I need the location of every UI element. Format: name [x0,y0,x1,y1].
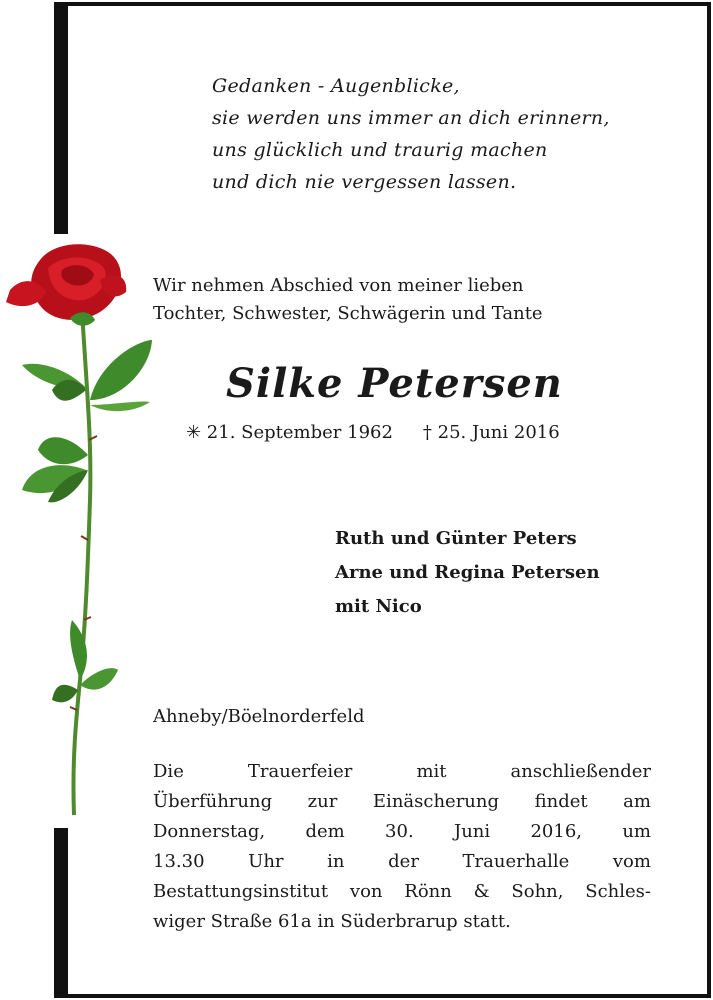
notice-word: mit [416,761,447,782]
notice-word: um [622,821,651,842]
notice-word: 13.30 [153,851,205,872]
birth-date: ✳ 21. September 1962 [186,422,393,443]
notice-line [153,787,651,817]
notice-word: 30. [385,821,414,842]
poem-line: Gedanken - Augenblicke, [212,75,460,97]
intro-line: Wir nehmen Abschied von meiner lieben [153,275,524,296]
notice-word: von [349,881,383,902]
frame-left-bar-top [54,2,68,234]
notice-word: Die [153,761,184,782]
notice-word: Trauerhalle [462,851,570,872]
notice-word: in [327,851,345,872]
notice-word: Sohn, [511,881,564,902]
notice-word: Uhr [248,851,284,872]
notice-word: & [473,881,490,902]
notice-word: Donnerstag, [153,821,266,842]
notice-word: dem [305,821,345,842]
notice-word: der [388,851,419,872]
notice-line [153,877,651,907]
deceased-name: Silke Petersen [226,360,563,407]
mourners [335,522,600,624]
notice-word: anschließender [510,761,651,782]
poem-line: und dich nie vergessen lassen. [212,171,517,193]
notice-word: Rönn [404,881,452,902]
notice-word: vom [612,851,651,872]
notice-word: Bestattungsinstitut [153,881,329,902]
notice-line [153,757,651,787]
notice-word: am [623,791,651,812]
intro-line: Tochter, Schwester, Schwägerin und Tante [153,303,543,324]
farewell-intro [153,272,543,328]
notice-word: Einäscherung [372,791,500,812]
notice-line [153,907,651,937]
notice-word: Überführung [153,791,273,812]
poem-line: sie werden uns immer an dich erinnern, [212,107,610,129]
poem [212,70,610,198]
notice-word: 2016, [530,821,583,842]
mourner-line: Arne und Regina Petersen [335,562,600,583]
mourner-line: mit Nico [335,596,422,617]
death-date: † 25. Juni 2016 [422,422,560,443]
notice-line [153,847,651,877]
funeral-notice [153,757,651,937]
notice-word: Schles- [585,881,651,902]
rose-icon [0,240,160,820]
mourner-line: Ruth und Günter Peters [335,528,577,549]
notice-word: Trauerfeier [247,761,353,782]
place-name: Ahneby/Böelnorderfeld [153,706,365,727]
notice-word: wiger Straße 61a in Süderbrarup statt. [153,911,511,932]
poem-line: uns glücklich und traurig machen [212,139,548,161]
notice-word: Juni [454,821,491,842]
notice-word: zur [307,791,338,812]
notice-line [153,817,651,847]
notice-word: findet [534,791,588,812]
frame-left-bar-bottom [54,828,68,998]
life-dates [186,422,560,443]
